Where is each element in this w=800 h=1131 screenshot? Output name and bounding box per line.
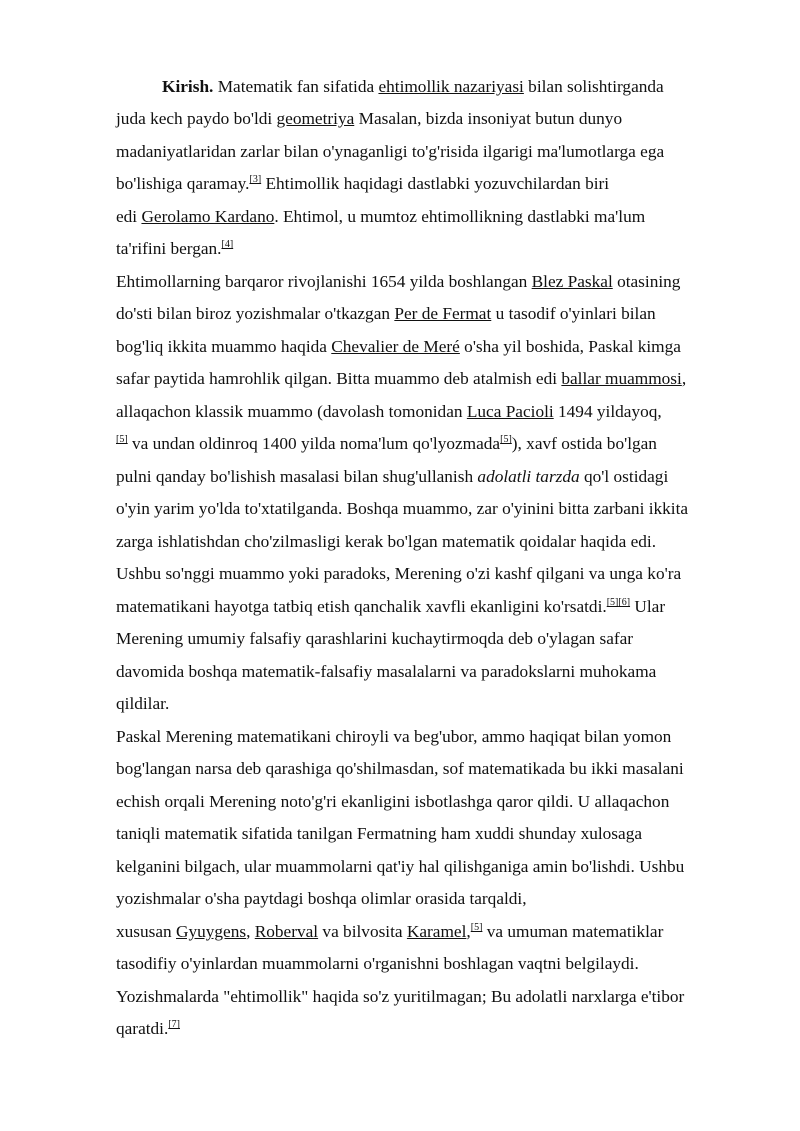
- text-run: Ehtimollik haqidagi dastlabki yozuvchilardan biri: [261, 174, 610, 193]
- text-line: echish orqali Merening noto'g'ri ekanligini isbotlashga qaror qildi. U allaqachon: [116, 792, 670, 811]
- text-run: Masalan, bizda insoniyat butun dunyo: [354, 109, 623, 128]
- link-ballar-muammosi[interactable]: ballar muammosi: [561, 369, 682, 388]
- text-run: Matematik fan sifatida: [213, 77, 379, 96]
- text-run: bo'lishiga qaramay.: [116, 174, 250, 193]
- text-line: madaniyatlaridan zarlar bilan o'ynaganligi to'g'risida ilgarigi ma'lumotlarga ega: [116, 142, 665, 161]
- text-line: [116, 207, 645, 227]
- text-run: edi: [116, 207, 142, 226]
- text-line: yozishmalar o'sha paytdagi boshqa olimlar orasida tarqaldi,: [116, 889, 527, 908]
- section-heading-kirish: Kirish.: [162, 77, 214, 96]
- text-run: xususan: [116, 922, 177, 941]
- text-line: Merening umumiy falsafiy qarashlarini kuchaytirmoqda deb o'ylagan safar: [116, 629, 634, 648]
- text-line: [116, 174, 609, 194]
- text-line: [116, 467, 668, 487]
- text-run: Ehtimollarning barqaror rivojlanishi 1654 yilda boshlangan: [116, 272, 532, 291]
- footnote-ref-6[interactable]: [6]: [618, 597, 631, 609]
- text-run: bog'liq ikkita muammo haqida: [116, 337, 332, 356]
- text-run: va umuman matematiklar: [482, 922, 664, 941]
- footnote-ref-5[interactable]: [5]: [500, 434, 512, 446]
- text-line: Paskal Merening matematikani chiroyli va beg'ubor, ammo haqiqat bilan yomon: [116, 727, 672, 746]
- footnote-ref-5[interactable]: [5]: [470, 922, 483, 934]
- text-run: qaratdi.: [116, 1019, 169, 1038]
- link-luca-pacioli[interactable]: Luca Pacioli: [466, 402, 554, 421]
- footnote-ref-5[interactable]: [5]: [606, 597, 619, 609]
- text-line: [116, 272, 680, 292]
- text-line: [116, 369, 686, 389]
- text-line: [116, 304, 656, 324]
- text-line: [116, 109, 622, 129]
- link-gerolamo-kardano[interactable]: Gerolamo Kardano: [141, 207, 275, 226]
- text-line: [162, 77, 664, 97]
- text-line: [116, 597, 665, 617]
- text-run: . Ehtimol, u mumtoz ehtimollikning dastlabki ma'lum: [274, 207, 646, 226]
- link-gyuygens[interactable]: Gyuygens: [176, 922, 247, 941]
- text-line: [116, 1019, 180, 1039]
- text-run: ta'rifini bergan.: [116, 239, 222, 258]
- text-line: Ushbu so'nggi muammo yoki paradoks, Merening o'zi kashf qilgani va unga ko'ra: [116, 564, 682, 583]
- link-karamel[interactable]: Karamel: [406, 922, 467, 941]
- emphasis-text: adolatli tarzda: [477, 467, 580, 486]
- text-run: do'sti bilan biroz yozishmalar o'tkazgan: [116, 304, 395, 323]
- footnote-ref-5[interactable]: [5]: [116, 434, 128, 446]
- text-run: pulni qanday bo'lishish masalasi bilan shug'ullanish: [116, 467, 478, 486]
- text-run: va undan oldinroq 1400 yilda noma'lum qo'lyozmada: [127, 434, 501, 453]
- text-line: [116, 239, 233, 259]
- text-line: davomida boshqa matematik-falsafiy masalalarni va paradokslarni muhokama: [116, 662, 657, 681]
- text-run: va bilvosita: [318, 922, 407, 941]
- text-line: bog'langan narsa deb qarashiga qo'shilmasdan, sof matematikada bu ikki masalani: [116, 759, 684, 778]
- link-chevalier-de-mere[interactable]: Chevalier de Meré: [331, 337, 460, 356]
- text-line: o'yin yarim yo'lda to'xtatilganda. Boshqa muammo, zar o'yinini bitta zarbani ikkita: [116, 499, 689, 518]
- text-line: tasodifiy o'yinlardan muammolarni o'rganishni boshlagan vaqtni belgilaydi.: [116, 954, 639, 973]
- text-run: ,: [246, 922, 255, 941]
- text-line: [116, 922, 663, 942]
- footnote-ref-4[interactable]: [4]: [221, 239, 234, 251]
- text-run: o'sha yil boshida, Paskal kimga: [459, 337, 681, 356]
- text-run: ,: [466, 922, 471, 941]
- link-blez-paskal[interactable]: Blez Paskal: [531, 272, 613, 291]
- text-run: Ular: [630, 597, 666, 616]
- footnote-ref-3[interactable]: [3]: [249, 174, 262, 186]
- text-line: kelganini bilgach, ular muammolarni qat'iy hal qilishganiga amin bo'lishdi. Ushbu: [116, 857, 685, 876]
- text-run: qo'l ostidagi: [579, 467, 669, 486]
- text-line: taniqli matematik sifatida tanilgan Fermatning ham xuddi shunday xulosaga: [116, 824, 643, 843]
- link-geometriya[interactable]: geometriya: [276, 109, 355, 128]
- text-run: safar paytida hamrohlik qilgan. Bitta muammo deb atalmish edi: [116, 369, 562, 388]
- link-per-de-fermat[interactable]: Per de Fermat: [394, 304, 492, 323]
- text-line: [116, 337, 681, 357]
- text-run: ), xavf ostida bo'lgan: [511, 434, 657, 453]
- text-run: u tasodif o'yinlari bilan: [491, 304, 656, 323]
- text-line: qildilar.: [116, 694, 170, 713]
- text-run: matematikani hayotga tatbiq etish qanchalik xavfli ekanligini ko'rsatdi.: [116, 597, 607, 616]
- footnote-ref-7[interactable]: [7]: [168, 1019, 180, 1031]
- text-line: zarga ishlatishdan cho'zilmasligi kerak bo'lgan matematik qoidalar haqida edi.: [116, 532, 657, 551]
- text-line: [116, 402, 662, 422]
- text-run: ,: [681, 369, 687, 388]
- text-run: 1494 yildayoq,: [553, 402, 662, 421]
- text-line: [116, 434, 657, 454]
- text-run: juda kech paydo bo'ldi: [116, 109, 277, 128]
- text-line: Yozishmalarda "ehtimollik" haqida so'z yuritilmagan; Bu adolatli narxlarga e'tibor: [116, 987, 685, 1006]
- text-run: allaqachon klassik muammo (davolash tomonidan: [116, 402, 467, 421]
- link-ehtimollik-nazariyasi[interactable]: ehtimollik nazariyasi: [378, 77, 524, 96]
- link-roberval[interactable]: Roberval: [254, 922, 319, 941]
- text-run: bilan solishtirganda: [523, 77, 664, 96]
- text-run: otasining: [612, 272, 681, 291]
